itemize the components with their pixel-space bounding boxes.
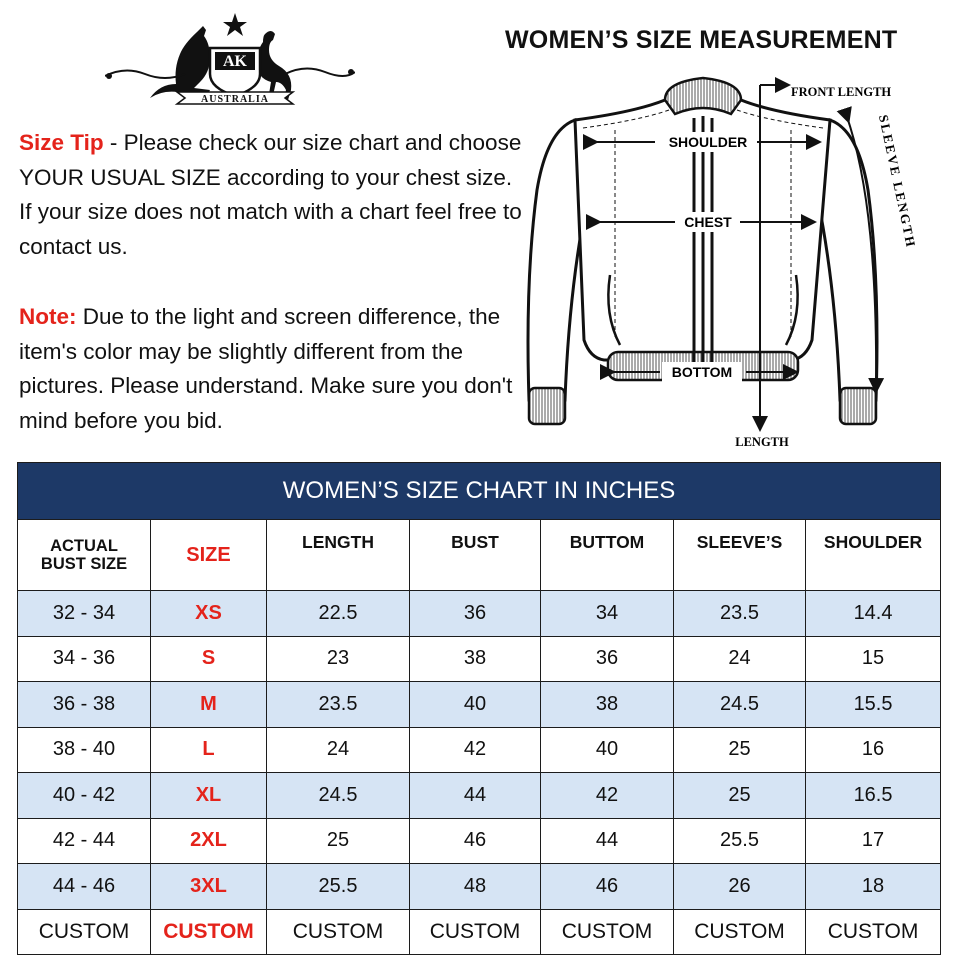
cell-actual: 38 - 40 <box>18 727 151 773</box>
cell-bottom: 44 <box>541 818 674 864</box>
page-title: WOMEN’S SIZE MEASUREMENT <box>505 26 898 54</box>
cell-actual: 36 - 38 <box>18 682 151 728</box>
header-shoulder: SHOULDER <box>806 520 941 591</box>
jacket-measurement-diagram <box>520 70 960 455</box>
table-row <box>18 636 941 682</box>
table-row <box>18 727 941 773</box>
cell-length: 25 <box>267 818 410 864</box>
cell-bust: 48 <box>410 864 541 910</box>
header-length: LENGTH <box>267 520 410 591</box>
cell-length: 24 <box>267 727 410 773</box>
table-row <box>18 909 941 954</box>
shoulder-label: SHOULDER <box>668 134 748 150</box>
cell-sleeve: 25 <box>674 727 806 773</box>
cell-length: 23 <box>267 636 410 682</box>
header-actual-line1: ACTUAL <box>50 537 118 555</box>
front-length-label: FRONT LENGTH <box>791 85 892 99</box>
header-bottom: BUTTOM <box>541 520 674 591</box>
cell-size: 3XL <box>151 864 267 910</box>
logo-monogram: AK <box>223 53 247 70</box>
table-row <box>18 818 941 864</box>
kangaroo-icon <box>150 26 210 98</box>
cell-actual: 32 - 34 <box>18 591 151 637</box>
table-row <box>18 864 941 910</box>
cell-bottom: 38 <box>541 682 674 728</box>
cell-shoulder: 17 <box>806 818 941 864</box>
table-body <box>18 591 941 955</box>
cell-bottom: CUSTOM <box>541 909 674 954</box>
chest-label: CHEST <box>684 214 732 230</box>
collar <box>665 78 741 114</box>
cell-shoulder: 15 <box>806 636 941 682</box>
cell-shoulder: 18 <box>806 864 941 910</box>
cell-shoulder: 14.4 <box>806 591 941 637</box>
cell-shoulder: 16.5 <box>806 773 941 819</box>
cell-bust: 38 <box>410 636 541 682</box>
header-bust: BUST <box>410 520 541 591</box>
cell-bust: 36 <box>410 591 541 637</box>
cell-actual: CUSTOM <box>18 909 151 954</box>
cell-size: L <box>151 727 267 773</box>
cell-shoulder: 16 <box>806 727 941 773</box>
cell-length: 24.5 <box>267 773 410 819</box>
cell-sleeve: 26 <box>674 864 806 910</box>
cell-size: XL <box>151 773 267 819</box>
cell-bottom: 42 <box>541 773 674 819</box>
header-size: SIZE <box>151 520 267 591</box>
cell-bottom: 34 <box>541 591 674 637</box>
header-sleeve: SLEEVE’S <box>674 520 806 591</box>
cell-length: 22.5 <box>267 591 410 637</box>
cell-bust: CUSTOM <box>410 909 541 954</box>
cell-length: 23.5 <box>267 682 410 728</box>
cell-size: CUSTOM <box>151 909 267 954</box>
table-row <box>18 682 941 728</box>
emu-icon <box>257 31 291 100</box>
cell-actual: 42 - 44 <box>18 818 151 864</box>
table-row <box>18 773 941 819</box>
size-tip <box>19 126 529 264</box>
sleeve-length-label: SLEEVE LENGTH <box>875 113 919 250</box>
cell-bottom: 46 <box>541 864 674 910</box>
cell-bust: 44 <box>410 773 541 819</box>
cell-actual: 34 - 36 <box>18 636 151 682</box>
note <box>19 300 529 438</box>
cell-sleeve: 23.5 <box>674 591 806 637</box>
right-cuff <box>840 388 876 424</box>
cell-bust: 40 <box>410 682 541 728</box>
header-actual-bust <box>18 520 151 591</box>
cell-bottom: 40 <box>541 727 674 773</box>
header-actual-line2: BUST SIZE <box>40 555 128 573</box>
cell-sleeve: CUSTOM <box>674 909 806 954</box>
cell-sleeve: 24.5 <box>674 682 806 728</box>
cell-sleeve: 24 <box>674 636 806 682</box>
note-text: Due to the light and screen difference, the item's color may be slightly different from the pictures. Please understand. Make sure you don't mind before you bid. <box>19 304 513 433</box>
length-label: LENGTH <box>735 435 789 449</box>
table-banner: WOMEN’S SIZE CHART IN INCHES <box>18 463 941 520</box>
table-row <box>18 591 941 637</box>
cell-size: M <box>151 682 267 728</box>
cell-bust: 42 <box>410 727 541 773</box>
cell-bottom: 36 <box>541 636 674 682</box>
cell-sleeve: 25.5 <box>674 818 806 864</box>
cell-size: 2XL <box>151 818 267 864</box>
cell-shoulder: CUSTOM <box>806 909 941 954</box>
bottom-label: BOTTOM <box>671 364 733 380</box>
size-tip-label: Size Tip <box>19 130 104 155</box>
logo-ribbon-text: AUSTRALIA <box>201 94 269 105</box>
cell-length: 25.5 <box>267 864 410 910</box>
star-icon <box>223 13 247 36</box>
cell-actual: 40 - 42 <box>18 773 151 819</box>
brand-logo <box>105 10 355 110</box>
size-chart-table <box>17 462 941 955</box>
left-cuff <box>529 388 565 424</box>
cell-shoulder: 15.5 <box>806 682 941 728</box>
cell-actual: 44 - 46 <box>18 864 151 910</box>
cell-sleeve: 25 <box>674 773 806 819</box>
cell-length: CUSTOM <box>267 909 410 954</box>
cell-size: XS <box>151 591 267 637</box>
note-label: Note: <box>19 304 77 329</box>
cell-size: S <box>151 636 267 682</box>
size-tip-text: - Please check our size chart and choose YOUR USUAL SIZE according to your chest size. If your size does not match with a chart feel free to contact us. <box>19 130 522 259</box>
cell-bust: 46 <box>410 818 541 864</box>
